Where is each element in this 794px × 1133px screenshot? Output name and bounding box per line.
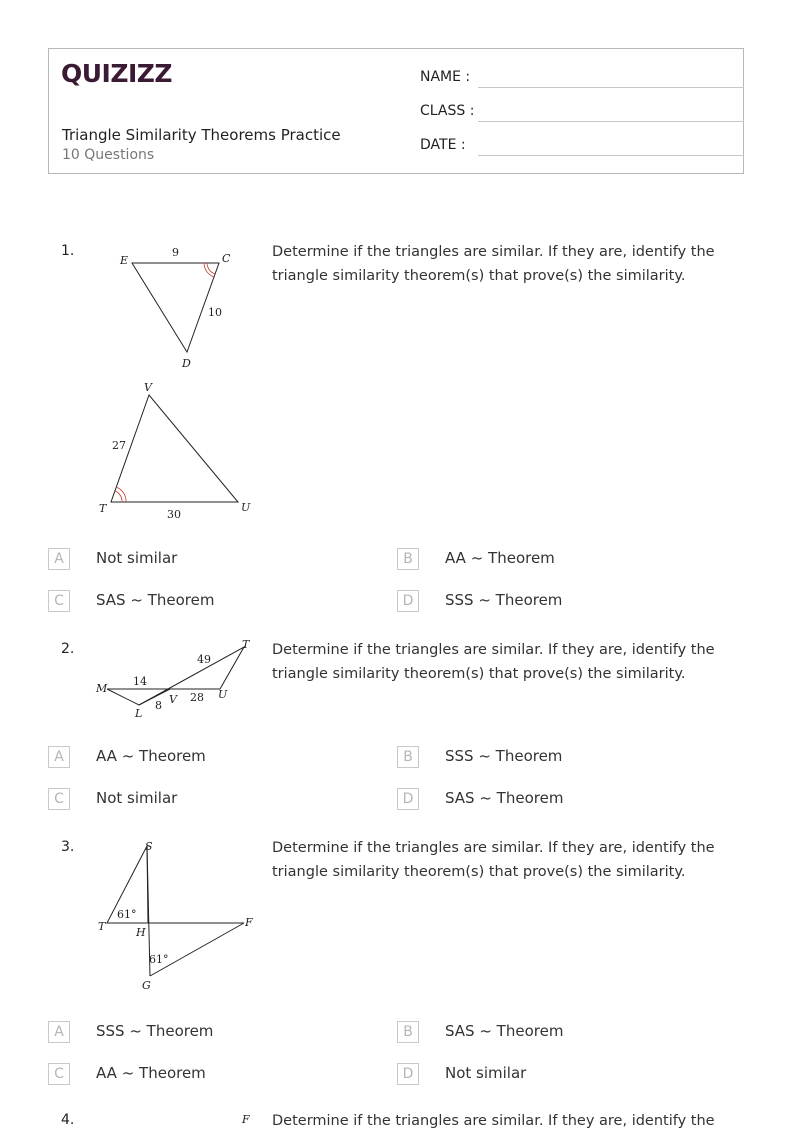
question-4-text: Determine if the triangles are similar. If they are, identify the: [272, 1113, 715, 1129]
label-v: V: [169, 693, 177, 706]
q1-option-d-letter: D: [397, 590, 419, 612]
q3-option-a-letter: A: [48, 1021, 70, 1043]
label-f: F: [245, 916, 253, 929]
label-s: S: [145, 840, 153, 853]
q3-option-b-text: SAS ~ Theorem: [445, 1022, 564, 1040]
label-tu-30: 30: [167, 508, 181, 521]
quizizz-logo: QUIZIZZ: [61, 59, 173, 88]
label-u: U: [241, 501, 251, 514]
question-1-text: Determine if the triangles are similar. If they are, identify the triangle similarity theorem(s) that prove(s) the similarity.: [272, 244, 715, 284]
name-label: NAME :: [420, 69, 471, 85]
q1-option-b-text: AA ~ Theorem: [445, 549, 555, 567]
label-angle-t-61: 61°: [117, 908, 137, 921]
q1-option-d-text: SSS ~ Theorem: [445, 591, 563, 609]
date-label: DATE :: [420, 137, 466, 153]
q3-option-a-text: SSS ~ Theorem: [96, 1022, 214, 1040]
label-g: G: [142, 979, 151, 992]
question-3-text: Determine if the triangles are similar. If they are, identify the triangle similarity theorem(s) that prove(s) the similarity.: [272, 840, 715, 880]
q1-option-c-text: SAS ~ Theorem: [96, 591, 215, 609]
label-cd-10: 10: [208, 306, 222, 319]
worksheet-title: Triangle Similarity Theorems Practice: [62, 126, 341, 144]
label-ec-9: 9: [172, 246, 179, 259]
label-ml-14: 14: [133, 675, 147, 688]
q1-option-c-letter: C: [48, 590, 70, 612]
label-c: C: [222, 252, 231, 265]
label-t: T: [99, 502, 107, 515]
label-u: U: [218, 688, 228, 701]
label-v: V: [144, 381, 152, 394]
label-d: D: [182, 357, 191, 370]
label-lv-8: 8: [155, 699, 162, 712]
q3-option-d-text: Not similar: [445, 1064, 527, 1082]
label-vt-49: 49: [197, 653, 211, 666]
label-m: M: [96, 682, 108, 695]
q2-option-b-letter: B: [397, 746, 419, 768]
question-2-text: Determine if the triangles are similar. If they are, identify the triangle similarity theorem(s) that prove(s) the similarity.: [272, 642, 715, 682]
q3-option-d-letter: D: [397, 1063, 419, 1085]
q3-option-c-text: AA ~ Theorem: [96, 1064, 206, 1082]
q2-option-d-letter: D: [397, 788, 419, 810]
label-t: T: [98, 920, 106, 933]
q1-option-a-letter: A: [48, 548, 70, 570]
q2-option-a-letter: A: [48, 746, 70, 768]
q2-option-d-text: SAS ~ Theorem: [445, 789, 564, 807]
q2-option-a-text: AA ~ Theorem: [96, 747, 206, 765]
q3-option-b-letter: B: [397, 1021, 419, 1043]
question-3-number: 3.: [61, 839, 75, 855]
label-t: T: [242, 638, 250, 651]
label-h: H: [136, 926, 146, 939]
q3-option-c-letter: C: [48, 1063, 70, 1085]
label-vu-28: 28: [190, 691, 204, 704]
q2-option-c-text: Not similar: [96, 789, 178, 807]
question-4-number: 4.: [61, 1112, 75, 1128]
label-angle-g-61: 61°: [149, 953, 169, 966]
label-f: F: [242, 1113, 250, 1126]
label-vt-27: 27: [112, 439, 126, 452]
q2-option-b-text: SSS ~ Theorem: [445, 747, 563, 765]
label-e: E: [120, 254, 129, 267]
question-2-number: 2.: [61, 641, 75, 657]
q2-option-c-letter: C: [48, 788, 70, 810]
question-count: 10 Questions: [62, 147, 155, 163]
q1-option-b-letter: B: [397, 548, 419, 570]
question-1-number: 1.: [61, 243, 75, 259]
label-l: L: [135, 707, 143, 720]
class-label: CLASS :: [420, 103, 475, 119]
q1-option-a-text: Not similar: [96, 549, 178, 567]
